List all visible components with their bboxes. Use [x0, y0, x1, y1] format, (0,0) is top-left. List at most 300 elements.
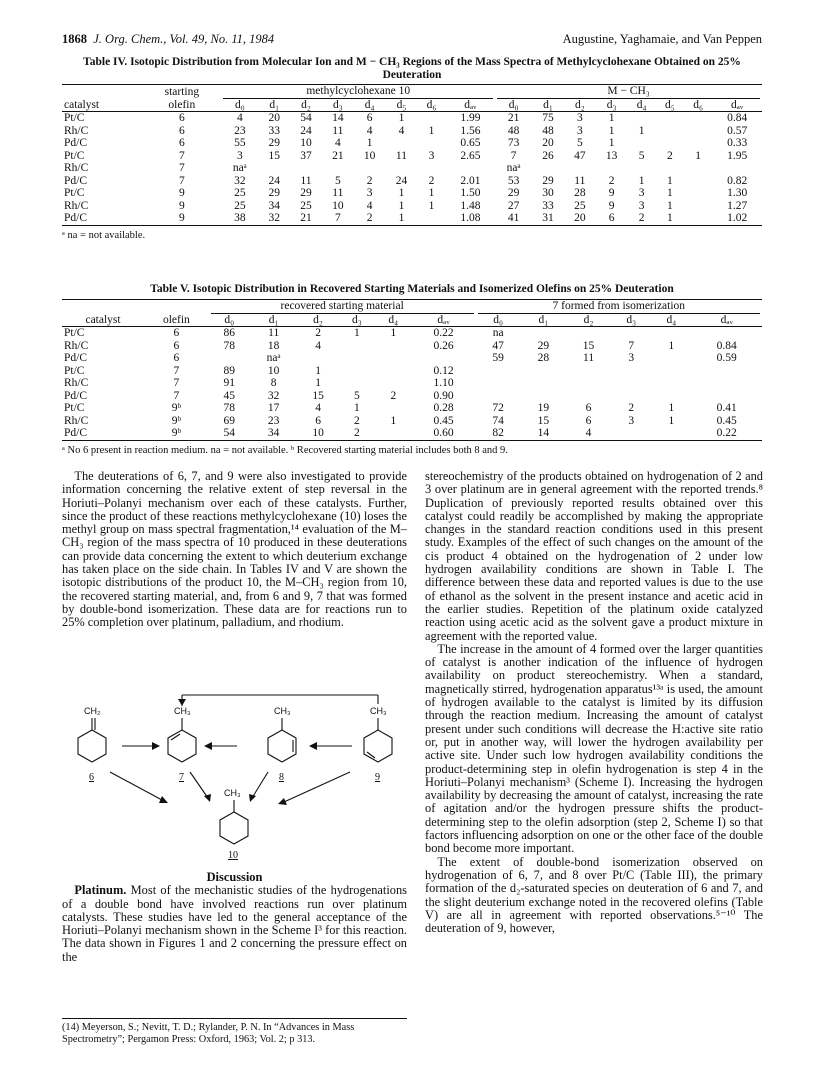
left-para-2 — [62, 884, 407, 964]
table-cell: 31 — [542, 212, 554, 224]
table-cell: 45 — [223, 389, 236, 402]
table-cell: 1.56 — [460, 124, 481, 137]
compound-number-8: 8 — [279, 772, 284, 783]
table-cell: naᵃ — [506, 162, 521, 174]
table-4-group-right: M − CH₃ — [495, 85, 762, 99]
table-cell: 2 — [315, 327, 321, 339]
table-cell — [684, 112, 712, 125]
table-cell — [566, 365, 611, 378]
table-cell: naᵃ — [232, 162, 247, 174]
table-cell: 86 — [223, 327, 236, 339]
table-cell: 6 — [178, 112, 185, 124]
table-cell: 5 — [576, 137, 583, 149]
table-cell: 4 — [398, 124, 405, 137]
right-para-3: The extent of double-bond isomerization observed on hydrogenation of 6, 7, and 8 over Pt/C (Table III), the primary formation of the d₂-saturated species on deuteration of 6 and 7, and the slight deuterium exchange noted in the recovered olefins (Table V) are all in agreement with reported observations.⁵⁻¹⁰ The deuteration of 9, however, — [425, 854, 763, 936]
ring-8-structure — [268, 730, 296, 762]
table-4-group-left: methylcyclohexane 10 — [221, 85, 495, 99]
table-cell: 7 — [178, 149, 185, 162]
table-cell — [417, 137, 445, 150]
table-cell: Pd/C — [64, 137, 88, 149]
table-cell: 1.08 — [460, 212, 481, 224]
table-cell: 2 — [428, 174, 435, 187]
table-cell — [258, 162, 290, 175]
table-cell: 3 — [236, 149, 243, 162]
table-cell — [375, 377, 411, 390]
table-cell: Rh/C — [64, 199, 89, 212]
table-row — [62, 150, 762, 163]
table-cell: 6 — [173, 352, 180, 364]
table-cell: 0.60 — [433, 427, 454, 439]
table-cell: 41 — [507, 212, 520, 224]
table-cell: 11 — [395, 149, 407, 162]
table-row — [62, 212, 762, 225]
table5-col-header: d₄ — [388, 313, 399, 326]
table-cell — [611, 327, 651, 340]
table-cell: 25 — [574, 199, 586, 212]
table-cell: 15 — [312, 389, 324, 402]
table-cell: 20 — [542, 137, 554, 149]
table-row — [62, 340, 762, 353]
table-cell: 0.33 — [727, 137, 748, 149]
label-ch3-7: CH₃ — [174, 706, 191, 716]
table5-col-header: d₀ — [224, 313, 235, 326]
table-cell: 6 — [178, 124, 185, 137]
table-cell: 1 — [667, 199, 673, 212]
table-cell: 17 — [267, 402, 280, 414]
table-cell: 32 — [234, 174, 246, 187]
table-cell: Pt/C — [64, 364, 85, 377]
table-cell: 2 — [353, 427, 360, 439]
table-cell: 53 — [507, 174, 520, 187]
table-cell: 5 — [638, 149, 645, 162]
table-cell: 24 — [395, 174, 408, 187]
table-cell: 1 — [668, 414, 675, 427]
table-cell: 23 — [234, 124, 246, 137]
table-4-header-olefin: olefin — [168, 98, 196, 111]
table-cell: 10 — [267, 364, 280, 377]
table-cell — [656, 125, 684, 138]
discussion-heading: Discussion — [206, 870, 263, 884]
table-cell: 54 — [300, 112, 312, 124]
table5-col-header: d₃ — [626, 313, 637, 326]
table-cell: 29 — [507, 187, 520, 199]
table-5-caption: Table V. Isotopic Distribution in Recovered Starting Materials and Isomerized Olefins on 25% Deuteration — [150, 283, 674, 295]
table-cell: 2 — [667, 149, 673, 162]
table-cell: Rh/C — [64, 162, 89, 174]
table-cell: 1 — [608, 124, 615, 137]
table-cell: 4 — [315, 402, 321, 414]
table5-col-header: d₃ — [351, 313, 362, 326]
table-row — [62, 175, 762, 188]
table-cell — [532, 162, 564, 175]
table-cell: 3 — [638, 199, 645, 212]
table-cell: 30 — [542, 187, 554, 199]
table-cell: 1 — [695, 149, 702, 162]
table4-col-header: d₂ — [301, 98, 311, 111]
table-cell: 21 — [300, 212, 312, 224]
table-row — [62, 352, 762, 365]
table-cell: 1 — [667, 187, 673, 199]
table-cell: Pd/C — [64, 174, 88, 187]
table-cell: 2 — [366, 212, 373, 224]
right-para-2: The increase in the amount of 4 formed over the larger quantities of catalyst is another indication of the influence of hydrogen availability on product stereochemistry. When a standard, magnetically stirred, hydrogenation apparatus¹³ᵃ is used, the amount of hydrogen available to the catalyst is limited by its diffusion through the reaction medium. Increasing the amount of catalyst present under such conditions will decrease the H:active site ratio or, put in another way, will lower the hydrogen availability per active site. Under such low hydrogen availability conditions the product-determining step in olefin hydrogenation is step 4 in the Horiuti–Polanyi mechanism³ (Scheme I). Increasing the hydrogen availability by decreasing the amount of catalyst, increasing the rate of agitation and/or the hydrogen pressure shifts the product-determining step to the olefin adsorption (step 2, Scheme I) so that factors influencing adsorption on one or the other face of the double bond become more important. — [425, 641, 763, 856]
table-cell: 32 — [267, 389, 280, 402]
footnote-14: (14) Meyerson, S.; Nevitt, T. D.; Rylander, P. N. In “Advances in Mass Spectrometry”; Pergamon Press: Oxford, 1963; Vol. 2; p 313. — [62, 1018, 407, 1045]
table-cell: 1 — [398, 112, 405, 124]
table-5-group-right: 7 formed from isomerization — [476, 300, 762, 314]
table-cell: Rh/C — [64, 339, 89, 352]
table-cell: 3 — [638, 187, 645, 199]
table-cell: 6 — [173, 327, 180, 339]
table-cell — [322, 162, 354, 175]
table-cell: 7 — [173, 364, 180, 377]
table-cell: 2 — [608, 174, 615, 187]
table-cell: 1 — [668, 339, 675, 352]
table-cell: 48 — [507, 124, 520, 137]
table-cell: 89 — [223, 364, 236, 377]
volume-info: Vol. 49, No. 11, 1984 — [169, 32, 275, 46]
table5-col-header: d₄ — [666, 313, 677, 326]
table-cell: 29 — [268, 137, 280, 149]
table-cell: 10 — [332, 199, 344, 212]
table5-col-header: d₀ — [493, 313, 504, 326]
table-cell: 54 — [223, 427, 236, 439]
table-cell: 4 — [585, 427, 592, 439]
table-cell: 0.59 — [716, 352, 737, 364]
table-cell: 14 — [537, 427, 550, 439]
table-row — [62, 112, 762, 125]
table-cell: 10 — [312, 427, 324, 439]
table4-col-header: d₀ — [508, 98, 519, 111]
table-4-header-catalyst: catalyst — [64, 98, 100, 111]
table-cell: 1 — [366, 137, 373, 149]
table-cell — [656, 162, 684, 175]
table-cell: 1 — [398, 212, 405, 224]
label-ch3-8: CH₃ — [274, 706, 291, 716]
table-cell: Pd/C — [64, 389, 88, 402]
table-row — [62, 390, 762, 403]
table-row — [62, 327, 762, 340]
table-4 — [62, 56, 762, 241]
table-cell: 15 — [537, 414, 550, 427]
table-cell: 1 — [390, 414, 397, 427]
table-cell: 10 — [363, 149, 376, 162]
table-cell: 73 — [507, 137, 520, 149]
table-cell: 1.99 — [460, 112, 481, 124]
table-cell: 9ᵇ — [171, 414, 182, 427]
table-cell: 47 — [492, 339, 504, 352]
table4-col-header: d₁ — [269, 98, 280, 111]
table-cell: Pd/C — [64, 352, 88, 364]
table-cell: 9ᵇ — [171, 402, 182, 414]
table-cell: Pt/C — [64, 112, 85, 124]
table-cell: Rh/C — [64, 124, 89, 137]
table-cell: 59 — [492, 352, 504, 364]
table-cell: 1 — [668, 402, 675, 414]
table-cell: 6 — [173, 339, 180, 352]
table-cell: 1.95 — [727, 149, 748, 162]
table-cell: 11 — [300, 174, 312, 187]
isomerization-scheme — [62, 690, 407, 860]
table5-col-header: dₐᵥ — [720, 313, 733, 326]
page-header — [62, 32, 762, 47]
table-cell: 11 — [574, 174, 586, 187]
table-cell: 4 — [315, 339, 321, 352]
table-row — [62, 200, 762, 213]
table-cell: Pd/C — [64, 212, 88, 224]
table-row — [62, 415, 762, 428]
left-para-2-text: Most of the mechanistic studies of the hydrogenations of a double bond have involved reactions run over platinum catalysts. These studies have led to the general acceptance of the Horiuti–Polanyi mechanism shown in the Scheme I³ for this reaction. The data shown in Figures 1 and 2 concerning the pressure effect on the — [62, 883, 407, 964]
table4-col-header: d₁ — [543, 98, 553, 111]
table-cell — [691, 327, 762, 340]
table-4-footnote: ᵃ na = not available. — [62, 229, 146, 241]
table-cell — [628, 162, 656, 175]
table-cell: Rh/C — [64, 377, 89, 389]
table-cell — [375, 365, 411, 378]
table-cell: 74 — [492, 414, 504, 427]
table-cell: 4 — [366, 124, 373, 137]
table-cell: 1 — [398, 187, 405, 199]
table-cell: 1 — [390, 327, 397, 339]
table-cell: 2.65 — [460, 149, 481, 162]
table-cell: 38 — [234, 212, 246, 224]
table-cell: 1 — [315, 377, 321, 389]
table-cell: 14 — [332, 112, 344, 124]
table-cell: 34 — [267, 427, 280, 439]
table-cell: 9 — [178, 199, 185, 212]
table-cell: 7 — [178, 174, 185, 187]
table-cell: 1.02 — [727, 212, 748, 224]
table-cell: 11 — [332, 124, 344, 137]
table-5-grid — [62, 299, 762, 441]
table5-col-header: dₐᵥ — [437, 313, 450, 326]
right-para-1: stereochemistry of the products obtained on hydrogenation of 2 and 3 over platinum are in general agreement with the reported trends.⁸ Duplication of previously reported results obtained over this catalyst could readily be accomplished by making the appropriate changes in the standard reaction conditions used in this present study. Examples of the effect of such changes on the amount of the cis product 4 obtained on the hydrogenation of 2 under low hydrogen availability conditions are shown in Table I. The difference between these data and reported values is due to the use of ethanol as the solvent in the present instance and acetic acid in the earlier studies. Repetition of the platinum oxide catalyzed reaction using acetic acid as the solvent gave a product mixture in agreement with the reported value. — [425, 469, 763, 643]
table-cell: 13 — [605, 149, 618, 162]
table-cell: 0.22 — [716, 427, 737, 439]
table-cell: 0.22 — [433, 327, 454, 339]
table-cell — [209, 352, 250, 365]
table-cell — [656, 137, 684, 150]
table-cell: 33 — [542, 199, 554, 212]
table-cell: 10 — [300, 137, 312, 149]
table5-col-header: d₂ — [583, 313, 594, 326]
table-cell: Pd/C — [64, 427, 88, 439]
table-cell: 1.48 — [460, 199, 481, 212]
table-cell: 7 — [510, 149, 517, 162]
table-cell — [684, 187, 712, 200]
table-cell: 11 — [268, 327, 280, 339]
table-cell: 5 — [353, 389, 360, 402]
table-cell: 1 — [353, 402, 360, 414]
table4-col-header: d₀ — [234, 98, 245, 111]
table-cell: 29 — [268, 187, 280, 199]
ring-7-structure — [168, 730, 196, 762]
table-cell: 5 — [334, 174, 341, 187]
table-cell: 1 — [428, 187, 435, 199]
table-cell: 2 — [366, 174, 373, 187]
table-cell — [417, 112, 445, 125]
table-5 — [62, 283, 762, 456]
table-cell: 1 — [638, 174, 645, 187]
table-cell — [564, 162, 596, 175]
compound-number-6: 6 — [89, 772, 94, 783]
table-cell — [651, 390, 691, 403]
table-cell: 11 — [583, 352, 595, 364]
table-cell: 78 — [223, 402, 236, 414]
table-cell — [651, 427, 691, 440]
table-5-footnote: ᵃ No 6 present in reaction medium. na = not available. ᵇ Recovered starting material includes both 8 and 9. — [62, 444, 508, 456]
table-cell: 1 — [428, 199, 435, 212]
page-number: 1868 — [62, 32, 87, 46]
table-cell — [375, 340, 411, 353]
table-cell — [375, 352, 411, 365]
table-cell: 2 — [353, 414, 360, 427]
table-cell: Pt/C — [64, 149, 85, 162]
ring-9-structure — [364, 730, 392, 762]
table-cell: 1 — [667, 174, 673, 187]
table-cell: 0.45 — [433, 414, 454, 427]
table-cell — [446, 162, 496, 175]
table-cell: Pt/C — [64, 187, 85, 199]
table-cell: 34 — [268, 199, 280, 212]
table-cell: 9 — [608, 187, 615, 199]
table-cell: 26 — [542, 149, 554, 162]
table-cell: 6 — [608, 212, 615, 224]
table-cell: 7 — [173, 377, 180, 389]
table5-col-header: d₂ — [313, 313, 323, 326]
table-cell — [596, 162, 628, 175]
table-cell — [521, 365, 566, 378]
table-cell: Pt/C — [64, 402, 85, 414]
table-cell — [290, 162, 322, 175]
table-cell — [298, 352, 339, 365]
table-cell — [476, 365, 521, 378]
table-cell — [684, 162, 712, 175]
table-cell — [476, 377, 521, 390]
table-cell: 11 — [332, 187, 344, 199]
table-cell: 0.65 — [460, 137, 481, 149]
table4-col-header: d₃ — [606, 98, 617, 111]
table-cell: 0.45 — [716, 414, 737, 427]
table-cell: 48 — [542, 124, 554, 137]
table-cell — [339, 352, 375, 365]
table-cell: 3 — [576, 124, 583, 137]
table-cell: 72 — [492, 402, 504, 414]
label-ch3-10: CH₃ — [224, 788, 241, 798]
table-cell: naᵃ — [266, 352, 281, 364]
table-cell — [521, 390, 566, 403]
table-cell — [611, 427, 651, 440]
table-cell: 8 — [270, 377, 277, 389]
table-cell: 24 — [268, 174, 280, 187]
table4-col-header: d₄ — [364, 98, 375, 111]
table-cell: 7 — [334, 212, 341, 224]
table-cell: 0.12 — [433, 364, 454, 377]
table-cell: 2 — [390, 389, 397, 402]
table-cell: 1 — [315, 364, 321, 377]
table-cell — [611, 365, 651, 378]
left-para-1: The deuterations of 6, 7, and 9 were also investigated to provide information concerning the relative extent of step reversal in the Horiuti–Polanyi mechanism over each of these catalysts. Further, since the product of these reactions methylcyclohexane (10) loses the methyl group on mass spectral fragmentation,¹⁴ evaluation of the M–CH₃ region of the mass spectra of 10 produced in these deuterations can provide data concerning the extent to which deuterium exchange has taken place on the side chain. In Tables IV and V are shown the isotopic distributions of the product 10, the M–CH₃ region from 10, the recovered starting material, and, from 6 and 9, 7 that was formed by double-bond isomerization. These data are for reactions run to 25% completion over platinum, palladium, and rhodium. — [62, 469, 407, 630]
table4-col-header: d₂ — [574, 98, 585, 111]
table-cell: Rh/C — [64, 414, 89, 427]
table-cell: 0.26 — [433, 339, 454, 352]
table-cell: 2 — [628, 402, 635, 414]
table-cell: 7 — [173, 389, 180, 402]
table-cell: 6 — [585, 402, 592, 414]
table-cell: 24 — [300, 124, 312, 137]
table-cell: 1 — [667, 212, 673, 224]
table-cell: 3 — [628, 352, 635, 364]
table-cell — [611, 377, 651, 390]
journal-name: J. Org. Chem., — [93, 32, 167, 46]
table-cell: 78 — [223, 339, 236, 352]
table-row — [62, 377, 762, 390]
table-row — [62, 187, 762, 200]
table-cell — [417, 212, 445, 225]
table-cell: 1.10 — [433, 377, 454, 389]
table-cell: 29 — [537, 339, 550, 352]
table-row — [62, 365, 762, 378]
table-cell: 4 — [236, 112, 243, 124]
table-row — [62, 125, 762, 138]
table-cell — [651, 352, 691, 365]
table-cell — [386, 162, 418, 175]
compound-number-10: 10 — [228, 850, 238, 860]
table-cell: 27 — [507, 199, 520, 212]
table-cell — [684, 125, 712, 138]
table-cell — [386, 137, 418, 150]
table-cell: 9 — [608, 199, 615, 212]
table-cell: 1.27 — [727, 199, 748, 212]
table-cell — [651, 327, 691, 340]
table-cell: 25 — [300, 199, 312, 212]
table-4-header-starting: starting — [164, 85, 200, 98]
table-cell: 0.84 — [727, 112, 748, 124]
table-cell: 25 — [234, 199, 246, 212]
table-cell: 4 — [334, 137, 341, 149]
table-cell — [412, 352, 476, 365]
table-cell — [476, 390, 521, 403]
table-row — [62, 162, 762, 175]
table-cell: 1 — [398, 199, 405, 212]
table-cell: 1.50 — [460, 187, 481, 199]
label-ch2: CH₂ — [84, 706, 101, 716]
table-cell: 69 — [223, 414, 236, 427]
table-row — [62, 402, 762, 415]
table4-col-header: d₅ — [396, 98, 407, 111]
table-cell: 15 — [582, 339, 595, 352]
table-cell: 18 — [267, 339, 280, 352]
table-cell: 6 — [315, 414, 321, 427]
table-cell: 19 — [537, 402, 550, 414]
table-cell: 55 — [234, 137, 246, 149]
table-cell: 0.90 — [433, 389, 454, 402]
table-cell — [339, 377, 375, 390]
table-cell — [628, 112, 656, 125]
table-5-header-olefin: olefin — [162, 313, 190, 326]
table4-col-header: d₅ — [665, 98, 675, 111]
left-column — [62, 470, 407, 630]
table-cell: 6 — [585, 414, 592, 427]
table-cell — [684, 212, 712, 225]
table5-col-header: d₁ — [538, 313, 549, 326]
table-cell — [684, 200, 712, 213]
table-cell: 1.30 — [727, 187, 748, 199]
table-cell: 33 — [268, 124, 280, 137]
table-cell: 1 — [608, 137, 615, 149]
table-cell — [651, 377, 691, 390]
table-5-header-catalyst: catalyst — [85, 313, 121, 326]
